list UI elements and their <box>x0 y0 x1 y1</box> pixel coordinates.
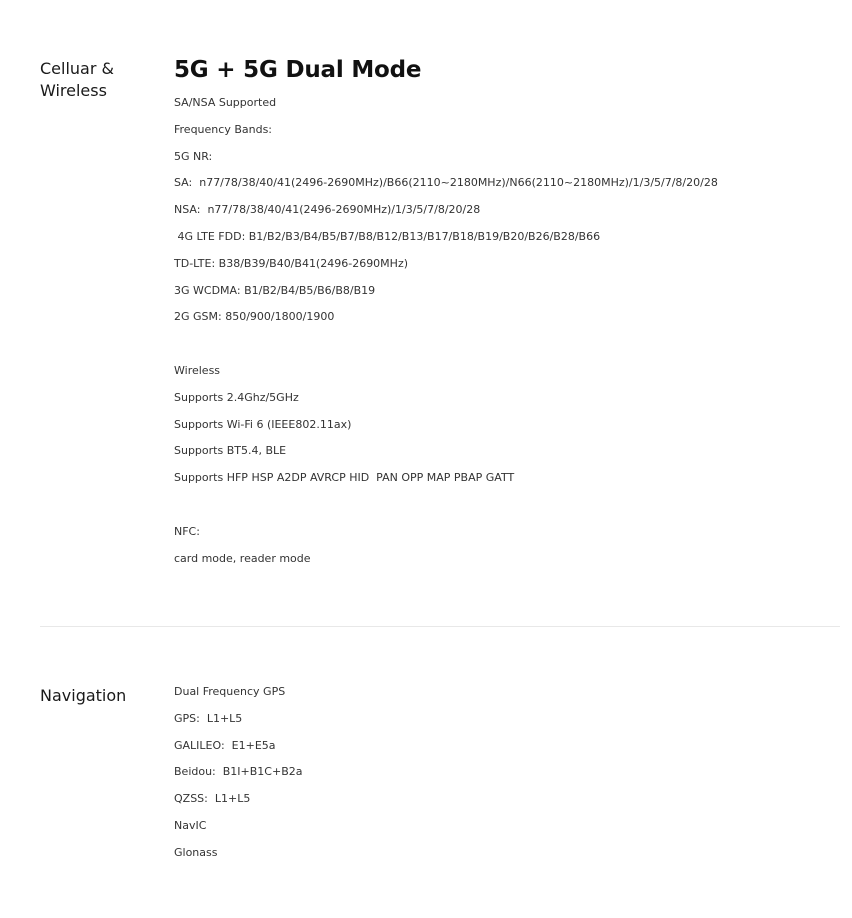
spec-line: NFC: <box>174 524 200 538</box>
spec-line: Dual Frequency GPS <box>174 685 286 698</box>
spec-line: SA: n77/78/38/40/41(2496-2690MHz)/B66(2110~2180MHz)/N66(2110~2180MHz)/1/3/5/7/8/20/28 <box>174 176 718 190</box>
spec-line: Supports BT5.4, BLE <box>174 444 287 458</box>
spec-line: NSA: n77/78/38/40/41(2496-2690MHz)/1/3/5/7/8/20/28 <box>174 203 481 217</box>
spec-line: NavIC <box>174 818 207 832</box>
spec-line: Supports 2.4Ghz/5GHz <box>174 390 299 404</box>
navigation-section-body <box>174 679 834 867</box>
spec-line: Glonass <box>174 845 218 859</box>
cellular-title-line2: Wireless <box>40 81 107 100</box>
cellular-title-line1: Celluar & <box>40 59 114 78</box>
spec-line: SA/NSA Supported <box>174 96 277 109</box>
spec-line: card mode, reader mode <box>174 551 311 565</box>
spec-spacer <box>174 331 834 358</box>
navigation-spec-list <box>174 679 834 867</box>
spec-line: 4G LTE FDD: B1/B2/B3/B4/B5/B7/B8/B12/B13/B17/B18/B19/B20/B26/B28/B66 <box>174 229 601 243</box>
cellular-headline: 5G + 5G Dual Mode <box>174 57 422 83</box>
spec-line: QZSS: L1+L5 <box>174 792 251 806</box>
spec-line: GALILEO: E1+E5a <box>174 738 276 752</box>
cellular-section-title <box>40 58 150 102</box>
spec-line: Frequency Bands: <box>174 122 273 136</box>
spec-line: TD-LTE: B38/B39/B40/B41(2496-2690MHz) <box>174 256 409 270</box>
spec-line: 2G GSM: 850/900/1800/1900 <box>174 310 335 324</box>
cellular-section-body <box>174 55 834 572</box>
spec-line: Supports Wi-Fi 6 (IEEE802.11ax) <box>174 417 352 431</box>
spec-line: GPS: L1+L5 <box>174 711 243 725</box>
spec-line: Beidou: B1I+B1C+B2a <box>174 765 303 779</box>
spec-line: Supports HFP HSP A2DP AVRCP HID PAN OPP MAP PBAP GATT <box>174 471 515 485</box>
section-divider <box>40 626 840 627</box>
spec-line: 3G WCDMA: B1/B2/B4/B5/B6/B8/B19 <box>174 283 376 297</box>
spec-spacer <box>174 492 834 519</box>
spec-line: Wireless <box>174 363 221 377</box>
cellular-spec-list <box>174 90 834 572</box>
spec-line: 5G NR: <box>174 149 213 163</box>
navigation-section-title: Navigation <box>40 686 127 705</box>
